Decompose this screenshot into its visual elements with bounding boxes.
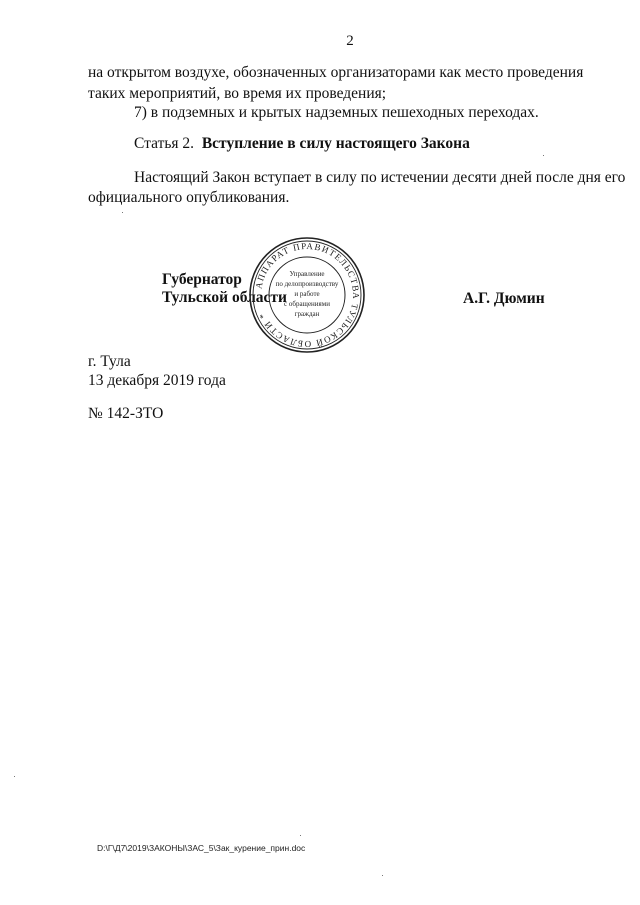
- signatory-name: А.Г. Дюмин: [463, 290, 545, 307]
- paragraph-continuation-line2: таких мероприятий, во время их проведения;: [88, 85, 387, 102]
- stamp-seal-icon: [248, 236, 366, 354]
- svg-text:граждан: граждан: [294, 310, 320, 318]
- city: г. Тула: [88, 353, 131, 370]
- scan-speck: [14, 776, 15, 777]
- signatory-position-line2: Тульской области: [162, 289, 287, 306]
- official-stamp: [248, 236, 366, 354]
- effective-date-paragraph-line1: Настоящий Закон вступает в силу по истечении десяти дней после дня его: [134, 169, 626, 186]
- article-title: Вступление в силу настоящего Закона: [201, 135, 470, 152]
- effective-date-paragraph-line2: официального опубликования.: [88, 189, 290, 206]
- signing-date: 13 декабря 2019 года: [88, 372, 226, 389]
- svg-text:и работе: и работе: [294, 290, 320, 298]
- footer-file-path: D:\Г\Д7\2019\ЗАКОНЫ\ЗАС_5\Зак_курение_прин.doc: [97, 843, 306, 853]
- scan-speck: [122, 212, 123, 213]
- scan-speck: [543, 155, 544, 156]
- law-number: № 142-ЗТО: [88, 405, 164, 422]
- list-item-7: 7) в подземных и крытых надземных пешеходных переходах.: [134, 104, 539, 121]
- signatory-position-line1: Губернатор: [162, 271, 242, 288]
- article-heading: [134, 134, 470, 154]
- svg-text:с обращениями: с обращениями: [284, 300, 330, 308]
- paragraph-continuation-line1: на открытом воздухе, обозначенных организаторами как место проведения: [88, 64, 584, 81]
- svg-text:АППАРАТ ПРАВИТЕЛЬСТВА ТУЛЬСКОЙ: АППАРАТ ПРАВИТЕЛЬСТВА ТУЛЬСКОЙ ОБЛАСТИ *: [253, 240, 362, 350]
- scan-speck: [300, 835, 301, 836]
- svg-text:по делопроизводству: по делопроизводству: [275, 280, 339, 288]
- page-number: 2: [346, 33, 354, 49]
- scan-speck: [382, 875, 383, 876]
- svg-text:Управление: Управление: [289, 270, 325, 278]
- article-label: Статья 2.: [134, 135, 195, 152]
